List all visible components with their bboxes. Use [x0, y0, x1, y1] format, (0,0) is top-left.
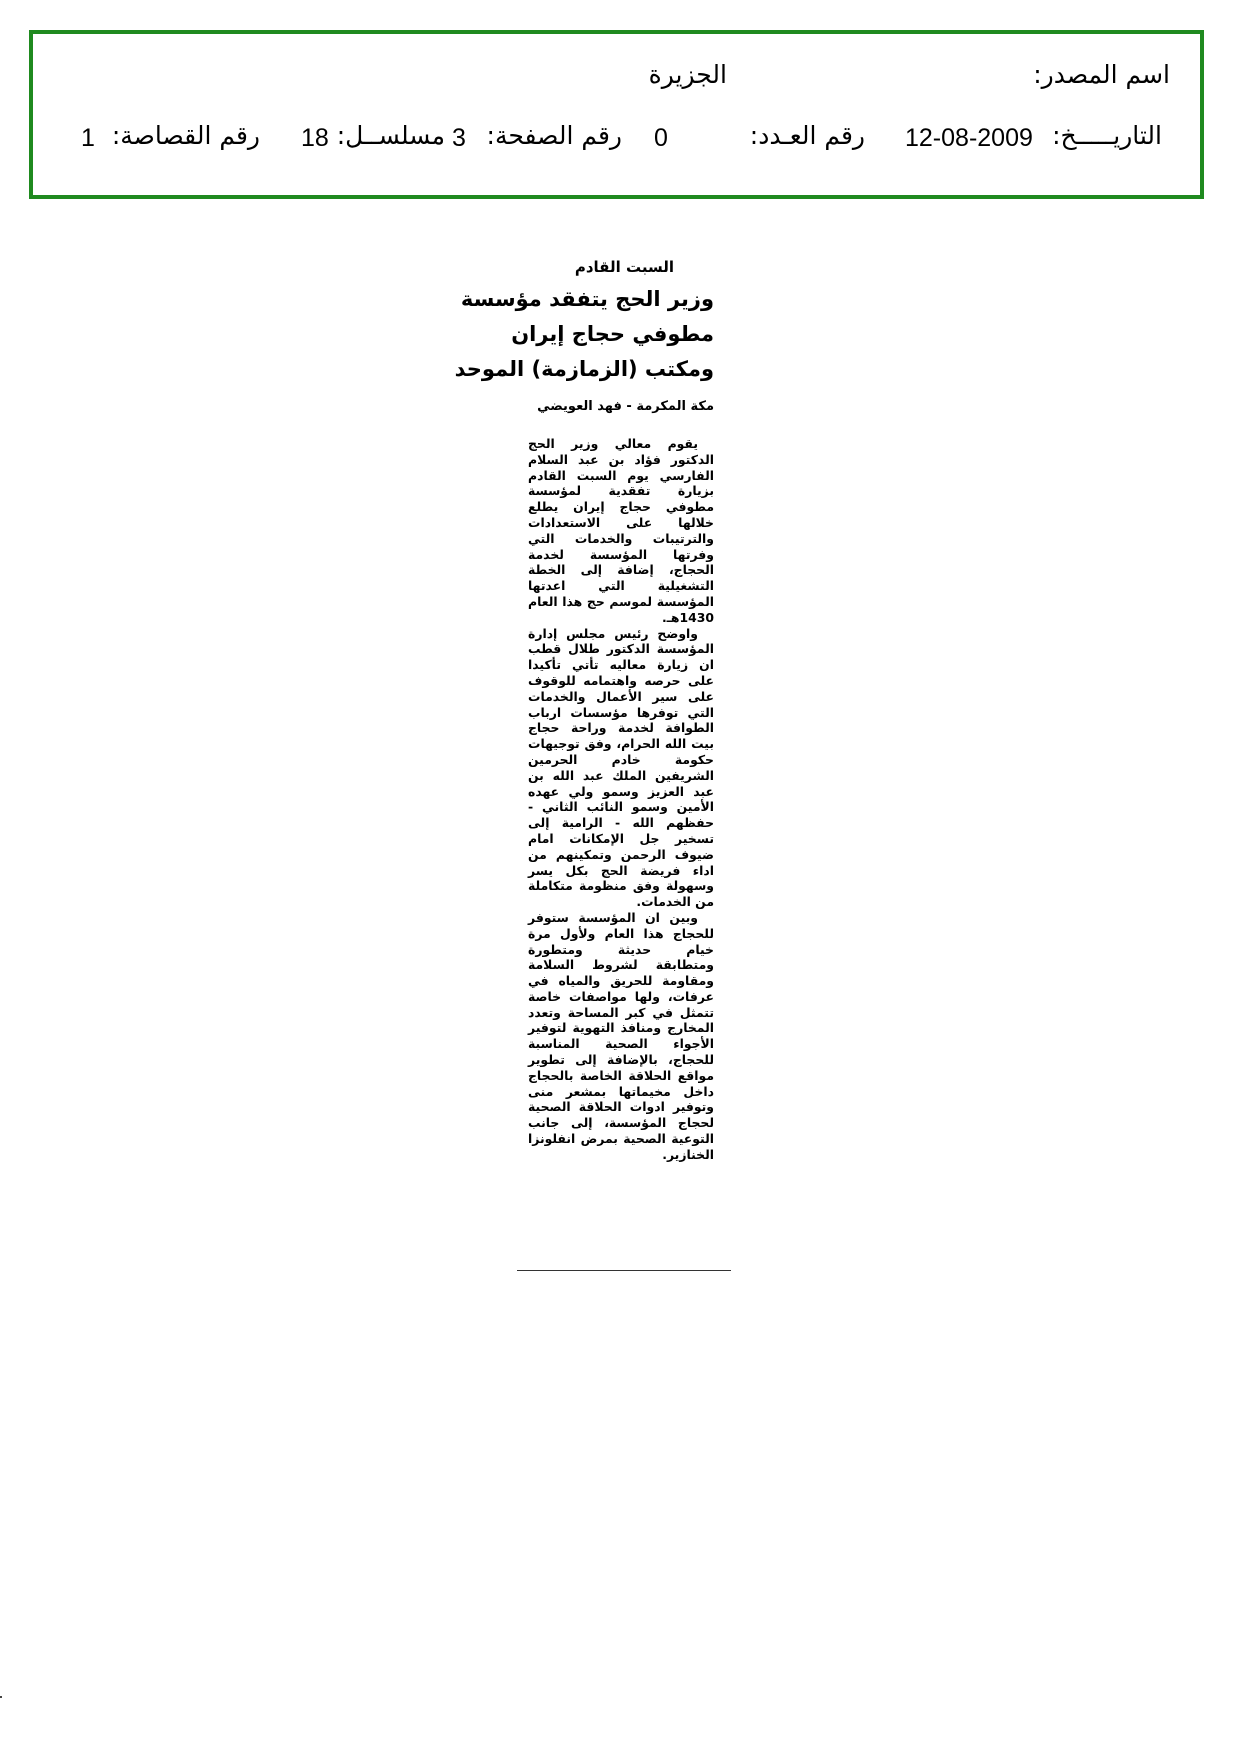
article-byline: مكة المكرمة - فهد العويضي: [537, 399, 714, 414]
source-value: الجزيرة: [648, 60, 727, 89]
serial-label: مسلســل:: [336, 121, 445, 150]
article-paragraph: يقوم معالي وزير الحج الدكتور فؤاد بن عبد السلام الفارسي يوم السبت القادم بزيارة تفقدية لمؤسسة مطوفي حجاج إيران يطلع خلالها على الاستعدادات والترتيبات والخدمات التي وفرتها المؤسسة لخدمة الحجاج، إضافة إلى الخطة التشغيلية التي اعدتها المؤسسة لموسم حج هذا العام 1430هـ.: [528, 436, 714, 625]
headline-line: وزير الحج يتفقد مؤسسة: [460, 287, 714, 311]
article-body: [528, 436, 714, 1163]
date-label: التاريـــــخ:: [1052, 121, 1162, 150]
headline-line: ومكتب (الزمازمة) الموحد: [454, 357, 714, 381]
article-paragraph: واوضح رئيس مجلس إدارة المؤسسة الدكتور طلال قطب ان زيارة معاليه تأتي تأكيدا على حرصه واهتمامه للوقوف على سير الأعمال والخدمات التي توفرها مؤسسات ارباب الطوافة لخدمة وراحة حجاج بيت الله الحرام، وفق توجيهات حكومة خادم الحرمين الشريفين الملك عبد الله بن عبد العزيز وسمو ولي عهده الأمين وسمو النائب الثاني - حفظهم الله - الرامية إلى تسخير جل الإمكانات امام ضيوف الرحمن وتمكينهم من اداء فريضة الحج بكل يسر وسهولة وفق منظومة متكاملة من الخدمات.: [528, 625, 714, 910]
article-paragraph: وبين ان المؤسسة ستوفر للحجاج هذا العام ولأول مرة خيام حديثة ومتطورة ومتطابقة لشروط السلامة ومقاومة للحريق والمياه في عرفات، ولها مواصفات خاصة تتمثل في كبر المساحة وتعدد المخارج ومنافذ التهوية لتوفير الأجواء الصحية المناسبة للحجاج، بالإضافة إلى تطوير مواقع الحلاقة الخاصة بالحجاج داخل مخيماتها بمشعر منى وتوفير ادوات الحلاقة الصحية لحجاج المؤسسة، إلى جانب التوعية الصحية بمرض انفلونزا الخنازير.: [528, 909, 714, 1162]
headline-line: مطوفي حجاج إيران: [511, 322, 714, 346]
clipping-bottom-rule: [517, 1270, 731, 1271]
clip-label: رقم القصاصة:: [111, 121, 260, 150]
source-label: اسم المصدر:: [1033, 60, 1170, 89]
date-value: 12-08-2009: [905, 124, 1033, 152]
page-label: رقم الصفحة:: [486, 121, 622, 150]
issue-value: 0: [654, 124, 668, 152]
page-value: 3: [452, 124, 466, 152]
issue-label: رقم العـدد:: [749, 121, 865, 150]
serial-value: 18: [301, 124, 329, 152]
clip-value: 1: [81, 124, 95, 152]
article-clipping: [454, 258, 714, 1163]
scan-speck: [0, 1696, 2, 1698]
article-kicker: السبت القادم: [574, 258, 674, 276]
article-headline: [454, 282, 714, 387]
metadata-box: [29, 30, 1204, 199]
